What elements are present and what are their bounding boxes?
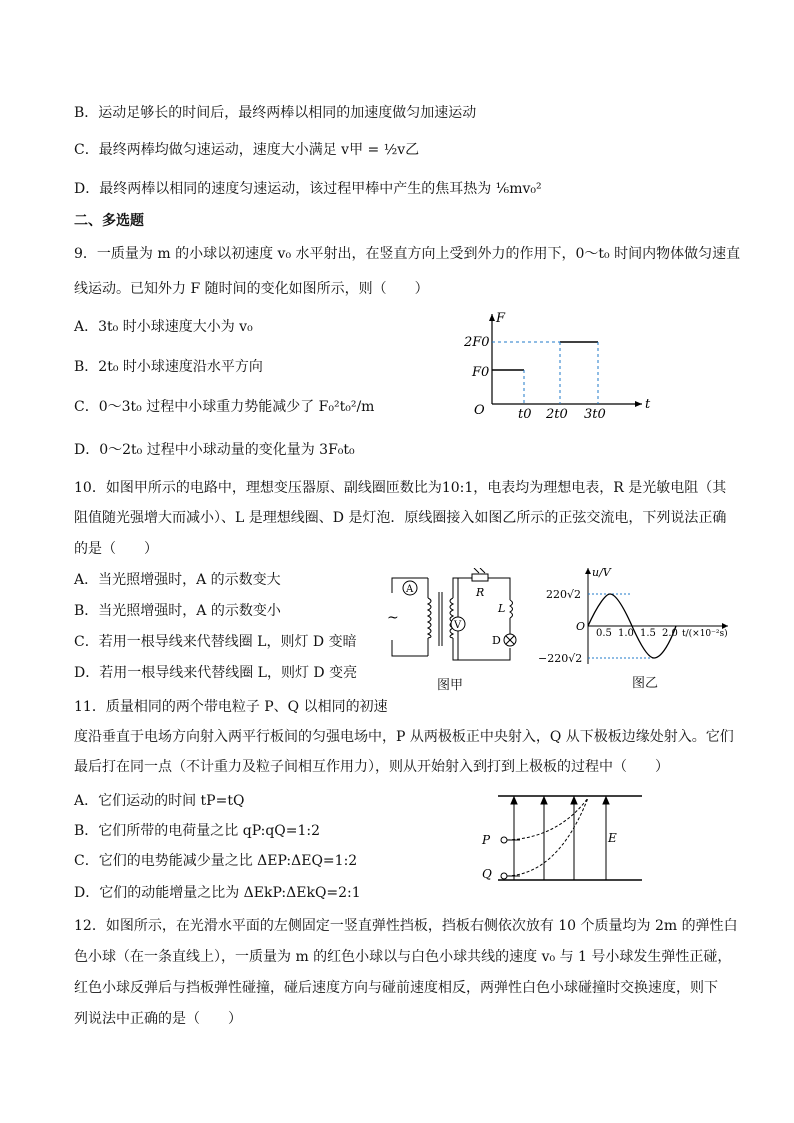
q12-stem-4: 列说法中正确的是（ ） <box>74 1011 242 1027</box>
q11-option-b: B．它们所带的电荷量之比 qP:qQ=1:2 <box>74 823 321 839</box>
q9-ytick-2f0: 2F0 <box>464 335 490 350</box>
particle-q-icon <box>501 873 507 879</box>
q9-ytick-f0: F0 <box>472 365 490 380</box>
q9-x-axis-label: t <box>645 397 651 412</box>
option-b-prev: B．运动足够长的时间后，最终两棒以相同的加速度做匀加速运动 <box>74 105 477 121</box>
ammeter-icon: A <box>406 584 414 595</box>
q11-stem-1: 11．质量相同的两个带电粒子 P、Q 以相同的初速 <box>74 699 388 715</box>
q10-caption-left: 图甲 <box>437 678 464 693</box>
q9-option-c: C．0～3t₀ 过程中小球重力势能减少了 F₀²t₀²/m <box>74 399 375 415</box>
option-d-prev: D．最终两棒以相同的速度匀速运动，该过程甲棒中产生的焦耳热为 ⅙mv₀² <box>74 181 542 197</box>
q10-caption-right: 图乙 <box>632 676 659 691</box>
q11-option-a: A．它们运动的时间 tP=tQ <box>74 793 245 809</box>
inductor-icon <box>510 600 513 618</box>
secondary-coil <box>450 598 453 638</box>
option-c-prev: C．最终两棒均做匀速运动，速度大小满足 v甲 = ½v乙 <box>74 142 420 158</box>
ac-source-icon: ~ <box>387 610 399 626</box>
q10-stem-3: 的是（ ） <box>74 541 158 557</box>
q10-option-a: A．当光照增强时，A 的示数变大 <box>74 572 281 588</box>
q9-option-a: A．3t₀ 时小球速度大小为 v₀ <box>74 319 253 335</box>
q9-xtick-2t0: 2t0 <box>546 407 568 418</box>
q9-xtick-3t0: 3t0 <box>584 407 606 418</box>
trajectory-q <box>507 798 588 876</box>
q10-stem-2: 阻值随光强增大而减小）、L 是理想线圈、D 是灯泡．原线圈接入如图乙所示的正弦交流电，下列说法正确 <box>74 510 727 526</box>
svg-text:O: O <box>576 620 586 633</box>
q9-xtick-t0: t0 <box>518 407 532 418</box>
voltmeter-icon: V <box>454 620 462 631</box>
primary-coil <box>428 598 431 638</box>
q11-field-diagram <box>478 792 648 888</box>
q9-stem-2: 线运动。已知外力 F 随时间的变化如图所示，则（ ） <box>74 281 429 297</box>
q10-xtick-20: 2.0 <box>662 628 678 639</box>
q10-stem-1: 10．如图甲所示的电路中，理想变压器原、副线圈匝数比为10:1，电表均为理想电表，R 是光敏电阻（其 <box>74 480 727 496</box>
field-label: E <box>608 831 617 845</box>
q10-xtick-15: 1.5 <box>640 628 656 639</box>
particle-p-icon <box>501 837 507 843</box>
q9-stem-1: 9．一质量为 m 的小球以初速度 v₀ 水平射出，在竖直方向上受到外力的作用下，0～t₀ 时间内物体做匀速直 <box>74 246 741 262</box>
q10-option-d: D．若用一根导线来代替线圈 L，则灯 D 变亮 <box>74 665 358 681</box>
field-lines <box>511 797 609 880</box>
particle-p-label: P <box>482 833 491 847</box>
q10-option-b: B．当光照增强时，A 的示数变小 <box>74 603 281 619</box>
svg-text:D: D <box>492 634 501 647</box>
q12-stem-3: 红色小球反弹后与挡板弹性碰撞，碰后速度方向与碰前速度相反，两弹性白色小球碰撞时交换速度，则下 <box>74 980 718 996</box>
q9-option-d: D．0～2t₀ 过程中小球动量的变化量为 3F₀t₀ <box>74 442 355 458</box>
q9-origin: O <box>474 403 485 418</box>
q10-x-axis-label: t/(×10⁻²s) <box>682 629 728 639</box>
q9-option-b: B．2t₀ 时小球速度沿水平方向 <box>74 359 263 375</box>
q9-y-axis-label: F <box>496 311 506 326</box>
q11-option-d: D．它们的动能增量之比为 ΔEkP:ΔEkQ=2:1 <box>74 885 361 901</box>
svg-text:L: L <box>498 602 506 615</box>
q10-ytick-top: 220√2 <box>546 588 582 601</box>
photoresistor-icon <box>472 574 488 581</box>
q10-option-c: C．若用一根导线来代替线圈 L，则灯 D 变暗 <box>74 634 357 650</box>
q10-xtick-05: 0.5 <box>596 628 612 639</box>
section-heading: 二、多选题 <box>74 213 144 229</box>
q9-force-graph <box>462 308 662 418</box>
q11-option-c: C．它们的电势能减少量之比 ΔEP:ΔEQ=1:2 <box>74 853 358 869</box>
particle-q-label: Q <box>482 867 492 881</box>
q11-stem-3: 最后打在同一点（不计重力及粒子间相互作用力），则从开始射入到打到上极板的过程中（ ） <box>74 759 669 775</box>
q11-stem-2: 度沿垂直于电场方向射入两平行板间的匀强电场中，P 从两极板正中央射入，Q 从下极板边缘处射入。它们 <box>74 729 734 745</box>
svg-text:R: R <box>476 586 485 599</box>
q10-circuit-diagram <box>378 568 518 666</box>
q10-ytick-bottom: −220√2 <box>538 652 583 665</box>
q10-xtick-10: 1.0 <box>618 628 634 639</box>
q12-stem-1: 12．如图所示，在光滑水平面的左侧固定一竖直弹性挡板，挡板右侧依次放有 10 个质量均为 2m 的弹性白 <box>74 918 738 934</box>
svg-text:u/V: u/V <box>592 566 611 579</box>
q10-voltage-graph <box>532 564 742 668</box>
q12-stem-2: 色小球（在一条直线上），一质量为 m 的红色小球以与白色小球共线的速度 v₀ 与 1 号小球发生弹性正碰， <box>74 949 732 965</box>
